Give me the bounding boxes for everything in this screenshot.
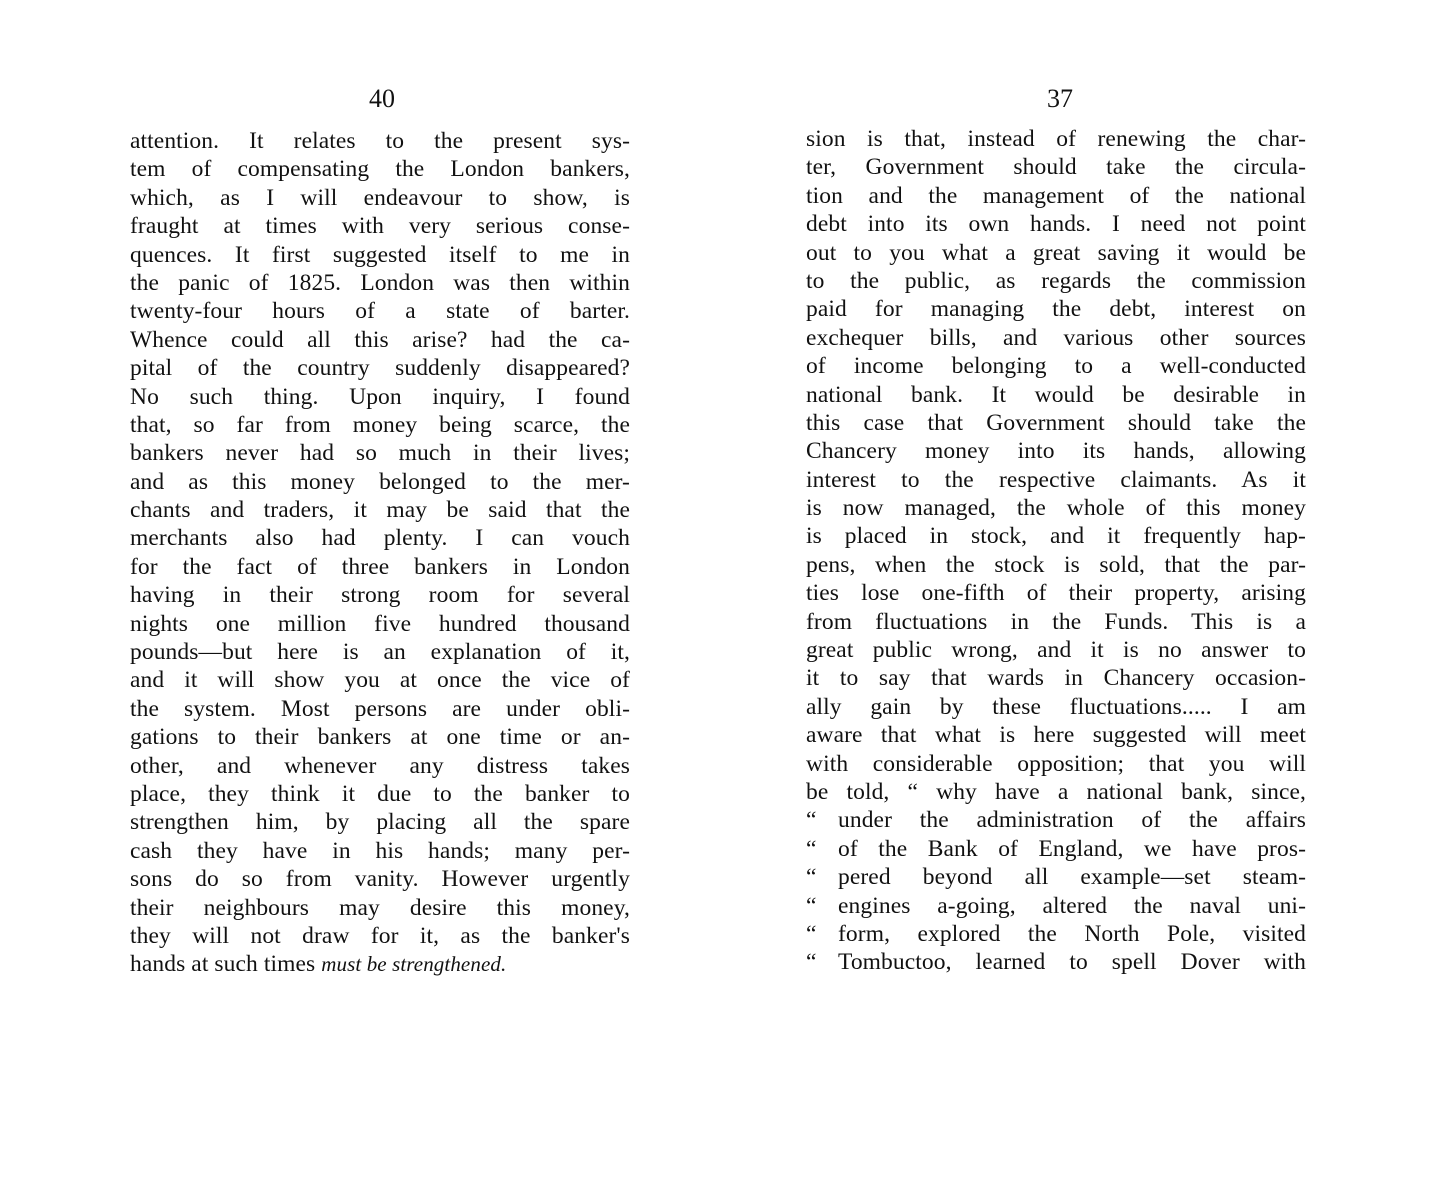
text-line: twenty-four hours of a state of barter.: [130, 298, 630, 325]
quoted-text: engines a-going, altered the naval uni-: [838, 892, 1306, 919]
quoted-text: Tombuctoo, learned to spell Dover with: [838, 949, 1306, 976]
text-line: strengthen him, by placing all the spare: [130, 809, 630, 836]
quoted-line: [806, 948, 1306, 976]
text-line: with considerable opposition; that you will: [806, 750, 1306, 777]
text-line: great public wrong, and it is no answer to: [806, 637, 1306, 664]
quoted-line: [806, 892, 1306, 920]
text-line: which, as I will endeavour to show, is: [130, 184, 630, 211]
text-line: pounds—but here is an explanation of it,: [130, 639, 630, 666]
text-line: pens, when the stock is sold, that the par-: [806, 551, 1306, 578]
text-line: other, and whenever any distress takes: [130, 752, 630, 779]
text-line: attention. It relates to the present sys-: [130, 128, 630, 154]
quoted-text: under the administration of the affairs: [838, 807, 1306, 834]
text-line: Chancery money into its hands, allowing: [806, 438, 1306, 465]
quote-mark: “: [806, 949, 817, 976]
text-line: chants and traders, it may be said that the: [130, 497, 630, 524]
quoted-text: of the Bank of England, we have pros-: [838, 835, 1306, 862]
text-line: quences. It first suggested itself to me in: [130, 241, 630, 268]
text-line: bankers never had so much in their lives;: [130, 440, 630, 467]
text-line: national bank. It would be desirable in: [806, 381, 1306, 408]
text-line: sons do so from vanity. However urgently: [130, 866, 630, 893]
quoted-line: [806, 835, 1306, 863]
text-line: fraught at times with very serious conse-: [130, 213, 630, 240]
text-line: place, they think it due to the banker to: [130, 780, 630, 807]
text-line: for the fact of three bankers in London: [130, 553, 630, 580]
text-line: out to you what a great saving it would be: [806, 239, 1306, 266]
text-line: ter, Government should take the circula-: [806, 154, 1306, 181]
text-line-last: [130, 950, 630, 978]
text-line: this case that Government should take the: [806, 409, 1306, 436]
quoted-line: [806, 863, 1306, 891]
text-line: sion is that, instead of renewing the char-: [806, 126, 1306, 152]
quote-mark: “: [806, 864, 817, 891]
plain-text-segment: hands at such times: [130, 951, 322, 978]
text-line: is now managed, the whole of this money: [806, 495, 1306, 522]
page-number: 40: [369, 84, 395, 113]
text-line: paid for managing the debt, interest on: [806, 296, 1306, 323]
text-line: tem of compensating the London bankers,: [130, 156, 630, 183]
text-line: cash they have in his hands; many per-: [130, 837, 630, 864]
quoted-text: form, explored the North Pole, visited: [838, 920, 1306, 947]
text-line: having in their strong room for several: [130, 582, 630, 609]
text-line: debt into its own hands. I need not point: [806, 211, 1306, 238]
text-line: of income belonging to a well-conducted: [806, 353, 1306, 380]
text-line: and it will show you at once the vice of: [130, 667, 630, 694]
text-line: gations to their bankers at one time or an-: [130, 724, 630, 751]
text-line: it to say that wards in Chancery occasion-: [806, 665, 1306, 692]
quoted-line: [806, 920, 1306, 948]
text-line: ally gain by these fluctuations..... I am: [806, 693, 1306, 720]
text-line: that, so far from money being scarce, the: [130, 411, 630, 438]
text-line: the panic of 1825. London was then within: [130, 269, 630, 296]
text-line: No such thing. Upon inquiry, I found: [130, 383, 630, 410]
quote-mark: “: [806, 807, 817, 834]
quote-mark: “: [806, 892, 817, 919]
text-line: exchequer bills, and various other sources: [806, 324, 1306, 351]
quoted-line: [806, 806, 1306, 834]
text-line: merchants also had plenty. I can vouch: [130, 525, 630, 552]
text-line: be told, “ why have a national bank, since,: [806, 778, 1306, 805]
text-line: interest to the respective claimants. As it: [806, 466, 1306, 493]
text-line: aware that what is here suggested will meet: [806, 722, 1306, 749]
text-line: tion and the management of the national: [806, 182, 1306, 209]
text-line: from fluctuations in the Funds. This is a: [806, 608, 1306, 635]
text-line: Whence could all this arise? had the ca-: [130, 326, 630, 353]
quote-mark: “: [806, 920, 817, 947]
text-line: their neighbours may desire this money,: [130, 894, 630, 921]
text-line: to the public, as regards the commission: [806, 267, 1306, 294]
quote-mark: “: [806, 835, 817, 862]
text-line: the system. Most persons are under obli-: [130, 695, 630, 722]
page-text: [806, 125, 1306, 977]
text-line: is placed in stock, and it frequently hap-: [806, 523, 1306, 550]
text-line: they will not draw for it, as the banker's: [130, 922, 630, 949]
page-number: 37: [1047, 84, 1073, 113]
text-line: pital of the country suddenly disappeared?: [130, 355, 630, 382]
text-line: and as this money belonged to the mer-: [130, 468, 630, 495]
quoted-text: pered beyond all example—set steam-: [838, 864, 1306, 891]
italic-text-segment: must be strengthened.: [321, 952, 507, 977]
text-line: ties lose one-fifth of their property, arising: [806, 580, 1306, 607]
text-line: nights one million five hundred thousand: [130, 610, 630, 637]
page-text: [130, 127, 630, 979]
